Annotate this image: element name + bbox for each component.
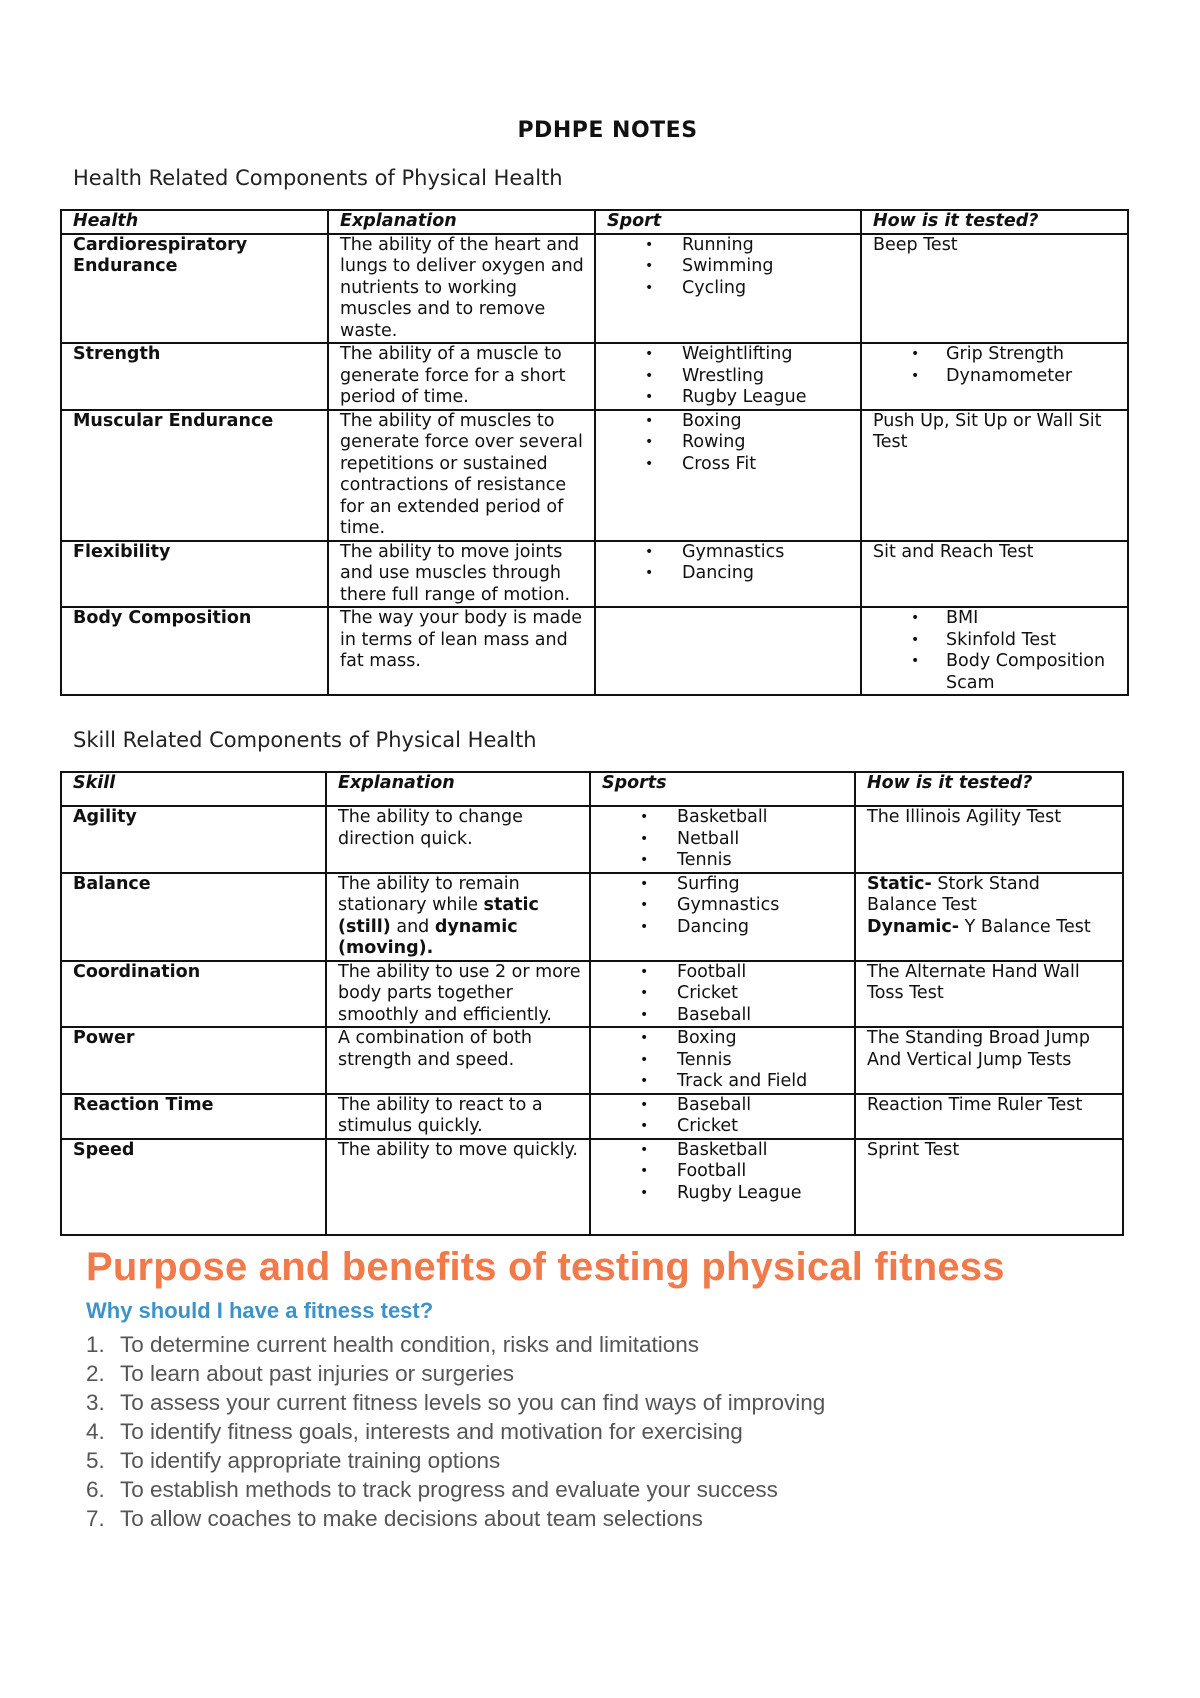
list-item: • Gymnastics xyxy=(607,542,852,564)
component-name: Strength xyxy=(61,343,328,410)
list-item: • BMI xyxy=(873,608,1119,630)
page-title: PDHPE NOTES xyxy=(517,118,698,143)
list-item xyxy=(86,1388,1005,1417)
sports-cell xyxy=(590,1094,855,1139)
list-item: • Body Composition Scam xyxy=(873,651,1119,694)
list-item: • Football xyxy=(602,1161,846,1183)
component-explanation xyxy=(326,873,590,961)
component-name: Muscular Endurance xyxy=(61,410,328,541)
health-section-heading: Health Related Components of Physical Health xyxy=(73,166,563,190)
list-item: • Netball xyxy=(602,829,846,851)
list-item: • Cross Fit xyxy=(607,454,852,476)
list-number: 6. xyxy=(86,1477,105,1502)
skill-section-heading: Skill Related Components of Physical Health xyxy=(73,728,537,752)
component-explanation: The ability to move joints and use muscles through there full range of motion. xyxy=(328,541,595,608)
list-item: • Boxing xyxy=(602,1028,846,1050)
explanation-bold: dynamic xyxy=(434,916,518,937)
list-item xyxy=(86,1504,1005,1533)
component-name: Flexibility xyxy=(61,541,328,608)
test-cell xyxy=(855,873,1123,961)
table-row xyxy=(61,541,1128,608)
list-item: • Gymnastics xyxy=(602,895,846,917)
test-label: Dynamic- xyxy=(867,916,960,937)
table-row xyxy=(61,410,1128,541)
sports-cell xyxy=(595,607,861,695)
list-item xyxy=(86,1359,1005,1388)
sports-cell xyxy=(590,873,855,961)
header-sports: Sports xyxy=(590,772,855,806)
sports-cell xyxy=(595,410,861,541)
sports-cell xyxy=(590,1139,855,1235)
table-row xyxy=(61,806,1123,873)
list-item: • Weightlifting xyxy=(607,344,852,366)
list-text: To determine current health condition, risks and limitations xyxy=(120,1332,700,1357)
explanation-text: and xyxy=(390,916,435,937)
component-explanation: The ability of a muscle to generate force for a short period of time. xyxy=(328,343,595,410)
header-skill: Skill xyxy=(61,772,326,806)
list-item: • Baseball xyxy=(602,1005,846,1027)
list-number: 4. xyxy=(86,1419,105,1444)
component-name: Coordination xyxy=(61,961,326,1028)
list-item: • Cricket xyxy=(602,983,846,1005)
list-item xyxy=(86,1330,1005,1359)
component-explanation: The ability to react to a stimulus quickly. xyxy=(326,1094,590,1139)
test-cell: Reaction Time Ruler Test xyxy=(855,1094,1123,1139)
test-cell: Sprint Test xyxy=(855,1139,1123,1235)
sports-cell xyxy=(590,806,855,873)
list-item: • Basketball xyxy=(602,1140,846,1162)
table-header-row xyxy=(61,210,1128,234)
list-item: • Dancing xyxy=(607,563,852,585)
list-number: 5. xyxy=(86,1448,105,1473)
list-item: • Football xyxy=(602,962,846,984)
explanation-bold: static xyxy=(483,895,539,915)
list-text: To learn about past injuries or surgeries xyxy=(120,1361,514,1386)
list-item xyxy=(86,1475,1005,1504)
list-text: To allow coaches to make decisions about team selections xyxy=(120,1506,703,1531)
explanation-text: The ability to remain stationary while xyxy=(338,873,520,915)
component-explanation: A combination of both strength and speed. xyxy=(326,1027,590,1094)
purpose-subtitle: Why should I have a fitness test? xyxy=(86,1298,434,1323)
component-explanation: The ability to move quickly. xyxy=(326,1139,590,1235)
list-item: • Dancing xyxy=(602,917,846,939)
header-explanation: Explanation xyxy=(328,210,595,234)
explanation-bold: (still) xyxy=(338,916,391,937)
header-sport: Sport xyxy=(595,210,861,234)
table-header-row xyxy=(61,772,1123,806)
component-explanation: The way your body is made in terms of lean mass and fat mass. xyxy=(328,607,595,695)
component-explanation: The ability of muscles to generate force over several repetitions or sustained contractions of resistance for an extended period of time. xyxy=(328,410,595,541)
list-text: To establish methods to track progress and evaluate your success xyxy=(120,1477,778,1502)
test-cell: The Standing Broad Jump And Vertical Jump Tests xyxy=(855,1027,1123,1094)
list-item: • Running xyxy=(607,235,852,257)
test-cell: Beep Test xyxy=(861,234,1128,344)
sports-cell xyxy=(590,1027,855,1094)
list-item xyxy=(86,1446,1005,1475)
component-name: Balance xyxy=(61,873,326,961)
table-row xyxy=(61,873,1123,961)
list-item: • Rowing xyxy=(607,432,852,454)
list-text: To identify appropriate training options xyxy=(120,1448,501,1473)
sports-cell xyxy=(590,961,855,1028)
sports-cell xyxy=(595,541,861,608)
sports-cell xyxy=(595,234,861,344)
test-cell: Sit and Reach Test xyxy=(861,541,1128,608)
component-name: Cardiorespiratory Endurance xyxy=(61,234,328,344)
table-row xyxy=(61,1027,1123,1094)
list-item: • Baseball xyxy=(602,1095,846,1117)
header-explanation: Explanation xyxy=(326,772,590,806)
health-components-table xyxy=(60,209,1129,696)
purpose-title: Purpose and benefits of testing physical fitness xyxy=(86,1245,1005,1289)
component-explanation: The ability to use 2 or more body parts together smoothly and efficiently. xyxy=(326,961,590,1028)
purpose-section xyxy=(86,1245,1005,1533)
list-item: • Skinfold Test xyxy=(873,630,1119,652)
explanation-bold: (moving). xyxy=(338,938,434,958)
table-row xyxy=(61,1139,1123,1235)
list-item: • Boxing xyxy=(607,411,852,433)
table-row xyxy=(61,234,1128,344)
list-number: 1. xyxy=(86,1332,105,1357)
list-number: 2. xyxy=(86,1361,105,1386)
test-cell xyxy=(861,343,1128,410)
list-item: • Basketball xyxy=(602,807,846,829)
header-tested: How is it tested? xyxy=(855,772,1123,806)
component-explanation: The ability to change direction quick. xyxy=(326,806,590,873)
list-item: • Cycling xyxy=(607,278,852,300)
list-item: • Rugby League xyxy=(607,387,852,409)
list-item xyxy=(86,1417,1005,1446)
list-item: • Rugby League xyxy=(602,1183,846,1205)
test-cell: The Illinois Agility Test xyxy=(855,806,1123,873)
table-row xyxy=(61,343,1128,410)
test-text: Y Balance Test xyxy=(959,916,1091,937)
list-item: • Tennis xyxy=(602,850,846,872)
list-text: To assess your current fitness levels so you can find ways of improving xyxy=(120,1390,826,1415)
header-tested: How is it tested? xyxy=(861,210,1128,234)
list-item: • Cricket xyxy=(602,1116,846,1138)
component-name: Power xyxy=(61,1027,326,1094)
test-cell: The Alternate Hand Wall Toss Test xyxy=(855,961,1123,1028)
list-item: • Wrestling xyxy=(607,366,852,388)
sports-cell xyxy=(595,343,861,410)
table-row xyxy=(61,607,1128,695)
component-name: Agility xyxy=(61,806,326,873)
reasons-list xyxy=(86,1330,1005,1533)
header-health: Health xyxy=(61,210,328,234)
component-name: Body Composition xyxy=(61,607,328,695)
test-cell: Push Up, Sit Up or Wall Sit Test xyxy=(861,410,1128,541)
component-explanation: The ability of the heart and lungs to deliver oxygen and nutrients to working muscles and to remove waste. xyxy=(328,234,595,344)
component-name: Speed xyxy=(61,1139,326,1235)
test-text: Stork Stand Balance Test xyxy=(867,873,1040,915)
list-item: • Dynamometer xyxy=(873,366,1119,388)
component-name: Reaction Time xyxy=(61,1094,326,1139)
list-item: • Tennis xyxy=(602,1050,846,1072)
table-row xyxy=(61,961,1123,1028)
list-item: • Grip Strength xyxy=(873,344,1119,366)
list-text: To identify fitness goals, interests and motivation for exercising xyxy=(120,1419,743,1444)
skill-components-table xyxy=(60,771,1124,1236)
list-item: • Swimming xyxy=(607,256,852,278)
test-cell xyxy=(861,607,1128,695)
list-number: 7. xyxy=(86,1506,105,1531)
test-label: Static- xyxy=(867,873,932,894)
list-item: • Surfing xyxy=(602,874,846,896)
list-item: • Track and Field xyxy=(602,1071,846,1093)
table-row xyxy=(61,1094,1123,1139)
list-number: 3. xyxy=(86,1390,105,1415)
